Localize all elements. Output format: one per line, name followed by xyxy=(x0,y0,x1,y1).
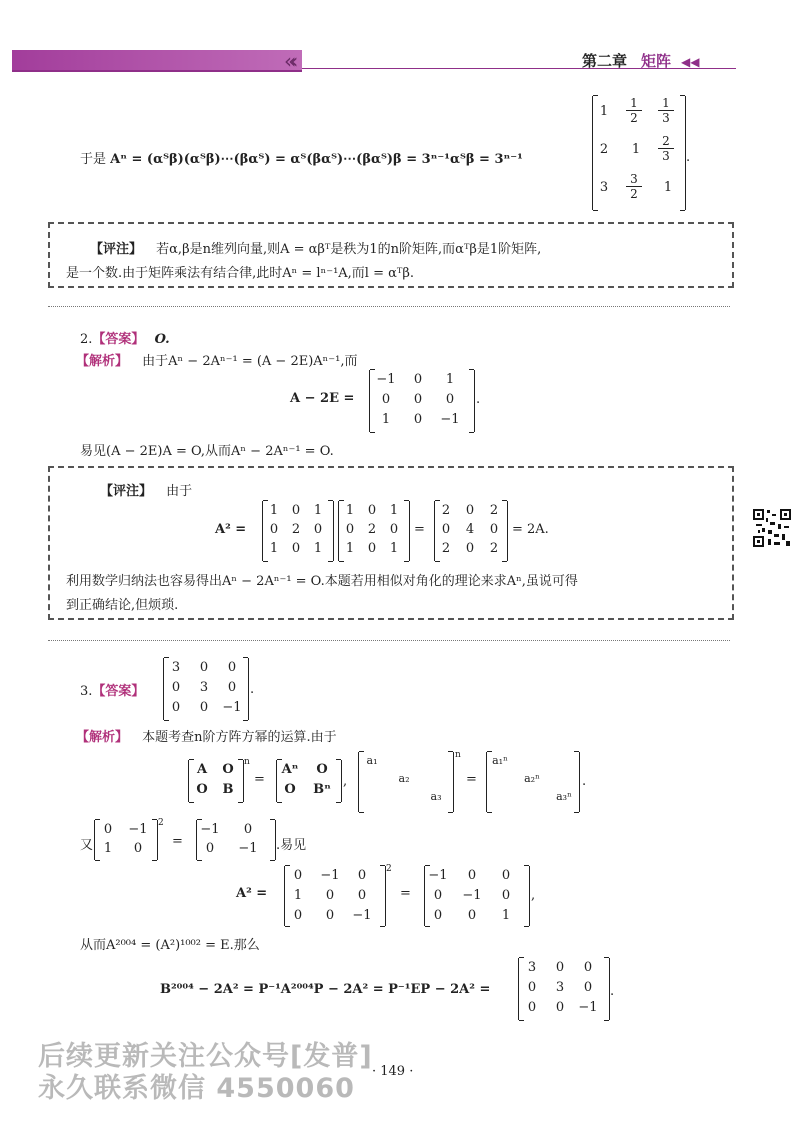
q2-text1: 由于Aⁿ − 2Aⁿ⁻¹ = (A − 2E)Aⁿ⁻¹,而 xyxy=(142,354,358,369)
q3-again-m2-cell: 0 xyxy=(243,822,253,837)
note1-text2: 是一个数.由于矩阵乘法有结合律,此时Aⁿ = lⁿ⁻¹A,而l = αᵀβ. xyxy=(66,266,415,281)
q3-block-rhs-cell: O xyxy=(284,782,296,797)
p1-matrix-cell: $\frac{1}{2}$ xyxy=(626,96,642,125)
q3-answer-cell: 0 xyxy=(171,680,181,695)
q3-diag-rhs-cell: a₃ⁿ xyxy=(556,790,572,803)
note2-m3-cell: 2 xyxy=(489,541,499,556)
note1-text1: 若α,β是n维列向量,则A = αβᵀ是秩为1的n阶矩阵,而αᵀβ是1阶矩阵, xyxy=(156,242,542,257)
note2-m3-cell: 2 xyxy=(441,541,451,556)
q2-text2: 易见(A − 2E)A = O,从而Aⁿ − 2Aⁿ⁻¹ = O. xyxy=(80,444,334,459)
q2-matrix-cell: −1 xyxy=(440,412,460,427)
q3-text1: 本题考查n阶方阵方幂的运算.由于 xyxy=(142,730,337,745)
note2-lhs: A² = xyxy=(215,522,247,537)
note2-m2-cell: 1 xyxy=(389,541,399,556)
q3-final-cell: 3 xyxy=(555,980,565,995)
q3-a2-m2-cell: 0 xyxy=(433,888,443,903)
q3-final-cell: 0 xyxy=(583,980,593,995)
note2-m2-cell: 0 xyxy=(367,541,377,556)
q2-answer-label: 【答案】 xyxy=(92,332,145,347)
note2-eq: = xyxy=(414,522,425,537)
q3-text3: 从而A²⁰⁰⁴ = (A²)¹⁰⁰² = E.那么 xyxy=(80,938,260,953)
note2-m1-cell: 0 xyxy=(269,522,279,537)
q2-matrix-cell: 0 xyxy=(413,412,423,427)
q2-period: . xyxy=(476,392,481,407)
note2-m2-cell: 0 xyxy=(345,522,355,537)
q2-analysis xyxy=(76,350,358,369)
q3-eq1: = xyxy=(254,772,265,787)
note2-m1-cell: 1 xyxy=(269,541,279,556)
q3-a2-comma: , xyxy=(531,888,536,903)
q3-a2-lhs: A² = xyxy=(236,886,268,901)
q3-block-lhs-cell: B xyxy=(222,782,234,797)
p1-matrix-cell: 1 xyxy=(599,104,609,119)
p1-period: . xyxy=(686,150,691,165)
q3-a2-m1-cell: 0 xyxy=(357,888,367,903)
q3-a2-m1-cell: 0 xyxy=(325,888,335,903)
note2-m3-cell: 0 xyxy=(465,541,475,556)
q3-again-lead: 又 xyxy=(80,838,94,853)
note2-m3-cell: 2 xyxy=(441,503,451,518)
note2-m2-cell: 0 xyxy=(367,503,377,518)
note2-m3-cell: 0 xyxy=(441,522,451,537)
note2-label: 【评注】 xyxy=(100,484,153,499)
separator-2 xyxy=(48,640,730,641)
q3-power-n1: n xyxy=(244,757,250,767)
p1-line xyxy=(80,148,523,167)
q3-block-lhs-cell: O xyxy=(196,782,208,797)
q3-comma1: , xyxy=(343,774,348,789)
q3-final-formula: B²⁰⁰⁴ − 2A² = P⁻¹A²⁰⁰⁴P − 2A² = P⁻¹EP − 2A² = xyxy=(160,982,491,997)
qr-code-icon xyxy=(752,508,792,548)
p1-matrix-cell: 1 xyxy=(663,180,673,195)
q3-block-rhs-cell: Aⁿ xyxy=(281,762,299,777)
q3-a2-m1-cell: −1 xyxy=(352,908,372,923)
watermark-line1: 后续更新关注公众号[发普] xyxy=(38,1041,373,1072)
q3-again-m2-cell: 0 xyxy=(205,841,215,856)
q3-a2-m2-cell: −1 xyxy=(428,868,448,883)
note2-m3-cell: 4 xyxy=(465,522,475,537)
q3-analysis-label: 【解析】 xyxy=(76,730,129,745)
q3-again-m1-cell: 0 xyxy=(133,841,143,856)
p1-matrix-cell: $\frac{1}{3}$ xyxy=(658,96,674,125)
p1-lead: 于是 xyxy=(80,152,107,167)
q2-matrix-cell: 0 xyxy=(413,392,423,407)
q2-answer-value: O. xyxy=(154,332,170,347)
q3-final-cell: 0 xyxy=(555,960,565,975)
q3-a2-square: 2 xyxy=(386,864,392,874)
q3-answer-cell: 0 xyxy=(199,700,209,715)
q2-analysis-label: 【解析】 xyxy=(76,354,129,369)
q3-block-lhs-cell: A xyxy=(196,762,208,777)
q3-period1: . xyxy=(582,774,587,789)
q3-a2-m1-cell: 1 xyxy=(293,888,303,903)
triangle-left-icon: ◀◀ xyxy=(681,55,700,69)
q3-answer-cell: 3 xyxy=(171,660,181,675)
q3-final-cell: −1 xyxy=(578,1000,598,1015)
q3-final-cell: 3 xyxy=(527,960,537,975)
q3-final-period: . xyxy=(610,984,615,999)
q2-matrix-cell: −1 xyxy=(376,372,396,387)
note2-m2-cell: 1 xyxy=(389,503,399,518)
p1-matrix-cell: $\frac{2}{3}$ xyxy=(658,134,674,163)
note2-head xyxy=(100,480,192,499)
note2-m1-cell: 0 xyxy=(291,503,301,518)
q3-answer-cell: 3 xyxy=(199,680,209,695)
q3-final-cell: 0 xyxy=(527,980,537,995)
q3-diag-lhs-cell: a₂ xyxy=(398,772,410,785)
p1-matrix-cell: 2 xyxy=(599,142,609,157)
note2-m3-cell: 2 xyxy=(489,503,499,518)
q3-again-m2-cell: −1 xyxy=(238,841,258,856)
q3-a2-m2-cell: 0 xyxy=(501,888,511,903)
q2-a2e-lhs: A − 2E = xyxy=(290,391,355,406)
note2-text2: 到正确结论,但烦琐. xyxy=(66,598,179,613)
chapter-label: 第二章 xyxy=(582,52,628,70)
q3-diag-lhs-cell: a₁ xyxy=(366,754,378,767)
q3-block-rhs-cell: O xyxy=(316,762,328,777)
note2-rhs: = 2A. xyxy=(512,522,549,537)
q3-a2-m2-cell: 0 xyxy=(467,868,477,883)
q3-a2-m2-cell: −1 xyxy=(462,888,482,903)
chapter-title: 矩阵 xyxy=(641,52,672,70)
q3-block-rhs-cell: Bⁿ xyxy=(313,782,331,797)
q3-answer-cell: 0 xyxy=(227,680,237,695)
q3-final-cell: 0 xyxy=(555,1000,565,1015)
note2-m2-cell: 0 xyxy=(389,522,399,537)
page-number: · 149 · xyxy=(372,1064,414,1079)
q2-matrix-cell: 0 xyxy=(413,372,423,387)
q3-block-lhs-cell: O xyxy=(222,762,234,777)
note2-m1-cell: 1 xyxy=(269,503,279,518)
q3-answer-cell: 0 xyxy=(227,660,237,675)
separator-1 xyxy=(48,306,730,307)
q2-answer xyxy=(80,328,170,347)
note2-m2-cell: 2 xyxy=(367,522,377,537)
q3-a2-m1-cell: 0 xyxy=(293,868,303,883)
q3-again-tail: .易见 xyxy=(276,838,307,853)
q3-a2-m1-cell: 0 xyxy=(293,908,303,923)
note2-m3-cell: 0 xyxy=(489,522,499,537)
q3-answer xyxy=(80,680,144,699)
note2-m3-cell: 0 xyxy=(465,503,475,518)
q3-final-cell: 0 xyxy=(583,960,593,975)
q3-answer-cell: 0 xyxy=(171,700,181,715)
note2-lead: 由于 xyxy=(166,484,193,499)
q3-a2-m2-cell: 0 xyxy=(501,868,511,883)
q3-answer-cell: 0 xyxy=(199,660,209,675)
q3-answer-period: . xyxy=(250,682,255,697)
q3-diag-rhs-cell: a₁ⁿ xyxy=(492,754,508,767)
q3-power-n2: n xyxy=(455,750,461,760)
note2-text1: 利用数学归纳法也容易得出Aⁿ − 2Aⁿ⁻¹ = O.本题若用相似对角化的理论来求Aⁿ,虽说可得 xyxy=(66,574,578,589)
q3-number: 3. xyxy=(80,684,93,699)
q3-again-m1-cell: 0 xyxy=(103,822,113,837)
q3-again-square: 2 xyxy=(158,818,164,828)
q3-a2-m1-cell: −1 xyxy=(320,868,340,883)
q3-a2-eq: = xyxy=(400,886,411,901)
p1-formula: Aⁿ = (αᵀβ)(αᵀβ)⋯(βαᵀ) = αᵀ(βαᵀ)⋯(βαᵀ)β = 3ⁿ⁻¹αᵀβ = 3ⁿ⁻¹ xyxy=(110,152,523,167)
q2-matrix-cell: 1 xyxy=(445,372,455,387)
q3-a2-m2-cell: 0 xyxy=(433,908,443,923)
q3-a2-m1-cell: 0 xyxy=(357,868,367,883)
q2-matrix-cell: 1 xyxy=(381,412,391,427)
p1-matrix-cell: 1 xyxy=(631,142,641,157)
q3-a2-m1-cell: 0 xyxy=(325,908,335,923)
q3-eq2: = xyxy=(466,772,477,787)
q3-diag-lhs-cell: a₃ xyxy=(430,790,442,803)
note2-m2-cell: 1 xyxy=(345,503,355,518)
q2-matrix-cell: 0 xyxy=(381,392,391,407)
chapter-heading xyxy=(582,50,700,71)
q2-matrix-cell: 0 xyxy=(445,392,455,407)
note2-m1-cell: 0 xyxy=(313,522,323,537)
q3-final-cell: 0 xyxy=(527,1000,537,1015)
note1-label: 【评注】 xyxy=(90,242,143,257)
q3-a2-m2-cell: 0 xyxy=(467,908,477,923)
p1-matrix-cell: 3 xyxy=(599,180,609,195)
note2-m1-cell: 1 xyxy=(313,503,323,518)
chevron-left-icon: «‹ xyxy=(284,49,293,73)
header-band xyxy=(12,50,302,72)
q3-again-m1-cell: 1 xyxy=(103,841,113,856)
watermark-line2: 永久联系微信 4550060 xyxy=(38,1073,355,1104)
q3-diag-rhs-cell: a₂ⁿ xyxy=(524,772,540,785)
q3-answer-label: 【答案】 xyxy=(92,684,145,699)
note2-m1-cell: 0 xyxy=(291,541,301,556)
note2-m1-cell: 2 xyxy=(291,522,301,537)
q3-again-m1-cell: −1 xyxy=(128,822,148,837)
q3-answer-cell: −1 xyxy=(222,700,242,715)
q3-analysis xyxy=(76,726,337,745)
q2-number: 2. xyxy=(80,332,93,347)
q3-again-eq: = xyxy=(172,834,183,849)
q3-a2-m2-cell: 1 xyxy=(501,908,511,923)
note2-m1-cell: 1 xyxy=(313,541,323,556)
p1-matrix-cell: $\frac{3}{2}$ xyxy=(626,172,642,201)
q3-again-m2-cell: −1 xyxy=(200,822,220,837)
note2-m2-cell: 1 xyxy=(345,541,355,556)
note1-line1 xyxy=(90,238,541,257)
